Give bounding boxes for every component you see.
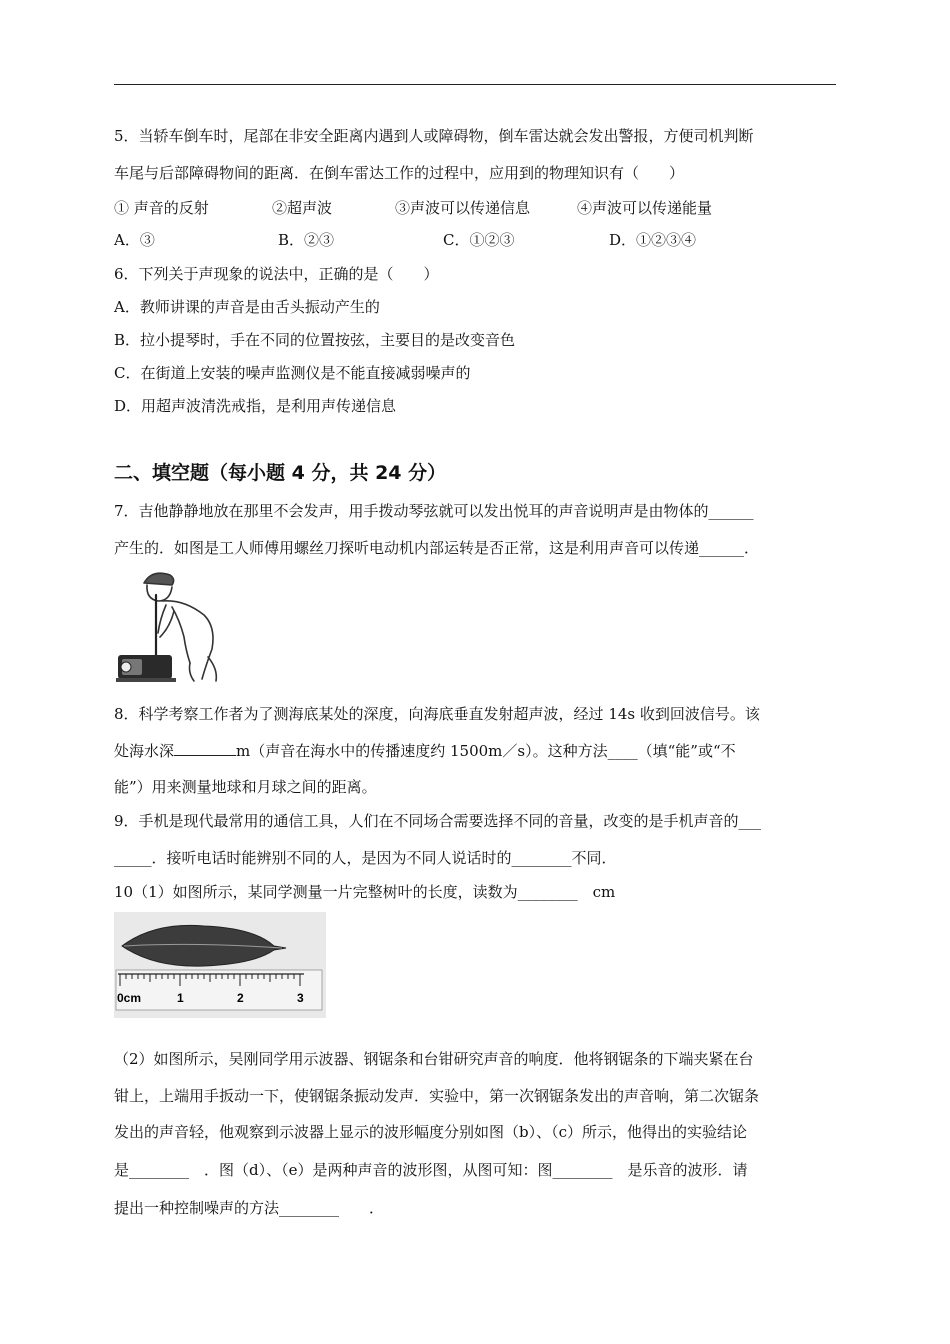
q8-line2-suffix: m（声音在海水中的传播速度约 1500m／s）。这种方法____（填“能”或“不	[236, 742, 736, 760]
q5-item-4: ④声波可以传递能量	[577, 199, 713, 217]
ruler-label-0: 0cm	[117, 991, 142, 1005]
q10-part2-line5: 提出一种控制噪声的方法________ ．	[114, 1199, 385, 1217]
q6-option-c: C．在街道上安装的噪声监测仪是不能直接减弱噪声的	[114, 364, 471, 382]
q5-stem-line2: 车尾与后部障碍物间的距离．在倒车雷达工作的过程中，应用到的物理知识有（ ）	[114, 164, 685, 182]
leaf-ruler-figure	[114, 912, 326, 1018]
q8-line2-prefix: 处海水深	[114, 742, 175, 760]
q5-item-1: ① 声音的反射	[114, 199, 209, 217]
q6-option-d: D．用超声波清洗戒指，是利用声传递信息	[114, 397, 397, 415]
q9-line1: 9．手机是现代最常用的通信工具，人们在不同场合需要选择不同的音量，改变的是手机声音的___	[114, 812, 762, 830]
q8-line2	[114, 741, 736, 761]
worker-motor-figure	[114, 567, 240, 685]
q10-part2-line1: （2）如图所示，吴刚同学用示波器、钢锯条和台钳研究声音的响度．他将钢锯条的下端夹紧在台	[114, 1050, 754, 1068]
q8-line3: 能”）用来测量地球和月球之间的距离。	[114, 778, 377, 796]
q10-part2-line3: 发出的声音轻，他观察到示波器上显示的波形幅度分别如图（b）、（c）所示，他得出的实验结论	[114, 1123, 748, 1141]
q5-item-3: ③声波可以传递信息	[395, 199, 531, 217]
header-rule	[114, 84, 836, 85]
q6-option-b: B．拉小提琴时，手在不同的位置按弦，主要目的是改变音色	[114, 331, 516, 349]
q5-option-b: B．②③	[278, 231, 335, 249]
q5-option-a: A．③	[114, 231, 155, 249]
q8-blank-depth	[174, 741, 236, 756]
section-heading: 二、填空题（每小题 4 分，共 24 分）	[114, 462, 447, 484]
ruler-label-2: 2	[237, 991, 244, 1005]
q10-part2-line2: 钳上，上端用手扳动一下，使钢锯条振动发声．实验中，第一次钢锯条发出的声音响，第二次锯条	[114, 1087, 760, 1105]
q10-part2-line4: 是________ ．图（d）、（e）是两种声音的波形图，从图可知：图________ 是乐音的波形．请	[114, 1161, 748, 1179]
q5-stem-line1: 5．当轿车倒车时，尾部在非安全距离内遇到人或障碍物，倒车雷达就会发出警报，方便司机判断	[114, 127, 754, 145]
q7-line2: 产生的．如图是工人师傅用螺丝刀探听电动机内部运转是否正常，这是利用声音可以传递______．	[114, 539, 760, 557]
ruler-label-3: 3	[297, 991, 304, 1005]
q5-option-d: D．①②③④	[609, 231, 697, 249]
q10-part1: 10（1）如图所示，某同学测量一片完整树叶的长度，读数为________ cm	[114, 883, 616, 901]
q6-stem: 6．下列关于声现象的说法中，正确的是（ ）	[114, 265, 439, 283]
q8-line1: 8．科学考察工作者为了测海底某处的深度，向海底垂直发射超声波，经过 14s 收到回波信号。该	[114, 705, 760, 723]
q5-item-2: ②超声波	[272, 199, 333, 217]
ruler-label-1: 1	[177, 991, 184, 1005]
q7-line1: 7．吉他静静地放在那里不会发声，用手拨动琴弦就可以发出悦耳的声音说明声是由物体的______	[114, 502, 754, 520]
q6-option-a: A．教师讲课的声音是由舌头振动产生的	[114, 298, 380, 316]
q9-line2: _____．接听电话时能辨别不同的人，是因为不同人说话时的________不同．	[114, 849, 617, 867]
q5-option-c: C．①②③	[443, 231, 515, 249]
